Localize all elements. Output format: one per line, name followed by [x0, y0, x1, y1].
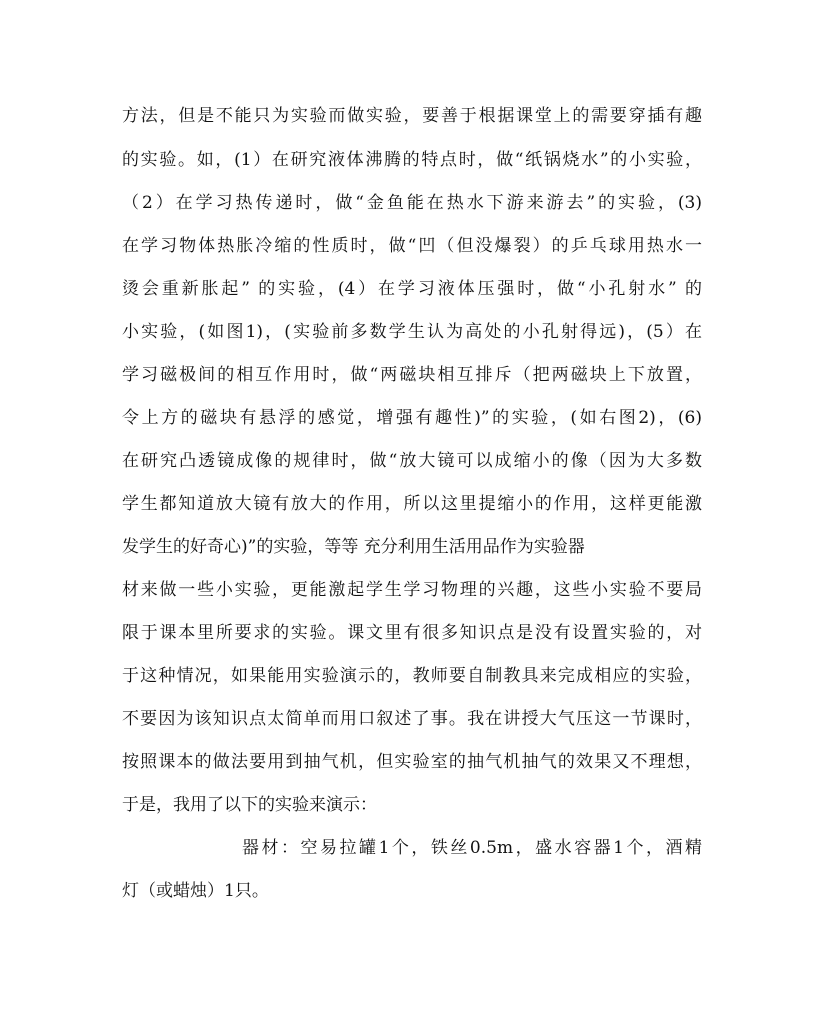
paragraph-line: 方法，但是不能只为实验而做实验，要善于根据课堂上的需要穿插有趣	[122, 106, 702, 126]
paragraph-line: 令上方的磁块有悬浮的感觉，增强有趣性)”的实验，(如右图2)，(6)	[122, 408, 702, 428]
paragraph-line-indented: 器材：空易拉罐1个，铁丝0.5m，盛水容器1个，酒精	[242, 838, 702, 858]
paragraph-line: 小实验，(如图1)，(实验前多数学生认为高处的小孔射得远)，(5）在	[122, 322, 702, 342]
paragraph-line: 限于课本里所要求的实验。课文里有很多知识点是没有设置实验的，对	[122, 623, 702, 643]
paragraph-line: 在学习物体热胀冷缩的性质时，做“凹（但没爆裂）的乒乓球用热水一	[122, 236, 702, 256]
paragraph-line: 不要因为该知识点太简单而用口叙述了事。我在讲授大气压这一节课时，	[122, 709, 702, 729]
paragraph-line: 发学生的好奇心)”的实验，等等 充分利用生活用品作为实验器	[122, 537, 585, 557]
paragraph-line: 学习磁极间的相互作用时，做“两磁块相互排斥（把两磁块上下放置，	[122, 365, 702, 385]
paragraph-line: 材来做一些小实验，更能激起学生学习物理的兴趣，这些小实验不要局	[122, 580, 702, 600]
paragraph-line: （2）在学习热传递时，做“金鱼能在热水下游来游去”的实验，(3)	[122, 193, 702, 213]
paragraph-line: 烫会重新胀起” 的实验，(4）在学习液体压强时，做“小孔射水” 的	[122, 279, 702, 299]
paragraph-line: 于这种情况，如果能用实验演示的，教师要自制教具来完成相应的实验，	[122, 666, 702, 686]
paragraph-line: 按照课本的做法要用到抽气机，但实验室的抽气机抽气的效果又不理想，	[122, 752, 702, 772]
paragraph-line: 学生都知道放大镜有放大的作用，所以这里提缩小的作用，这样更能激	[122, 494, 702, 514]
paragraph-line: 在研究凸透镜成像的规律时，做“放大镜可以成缩小的像（因为大多数	[122, 451, 702, 471]
paragraph-line: 于是，我用了以下的实验来演示：	[122, 795, 377, 815]
paragraph-line: 的实验。如，(1）在研究液体沸腾的特点时，做“纸锅烧水”的小实验，	[122, 150, 702, 170]
paragraph-line: 灯（或蜡烛）1只。	[122, 881, 269, 901]
